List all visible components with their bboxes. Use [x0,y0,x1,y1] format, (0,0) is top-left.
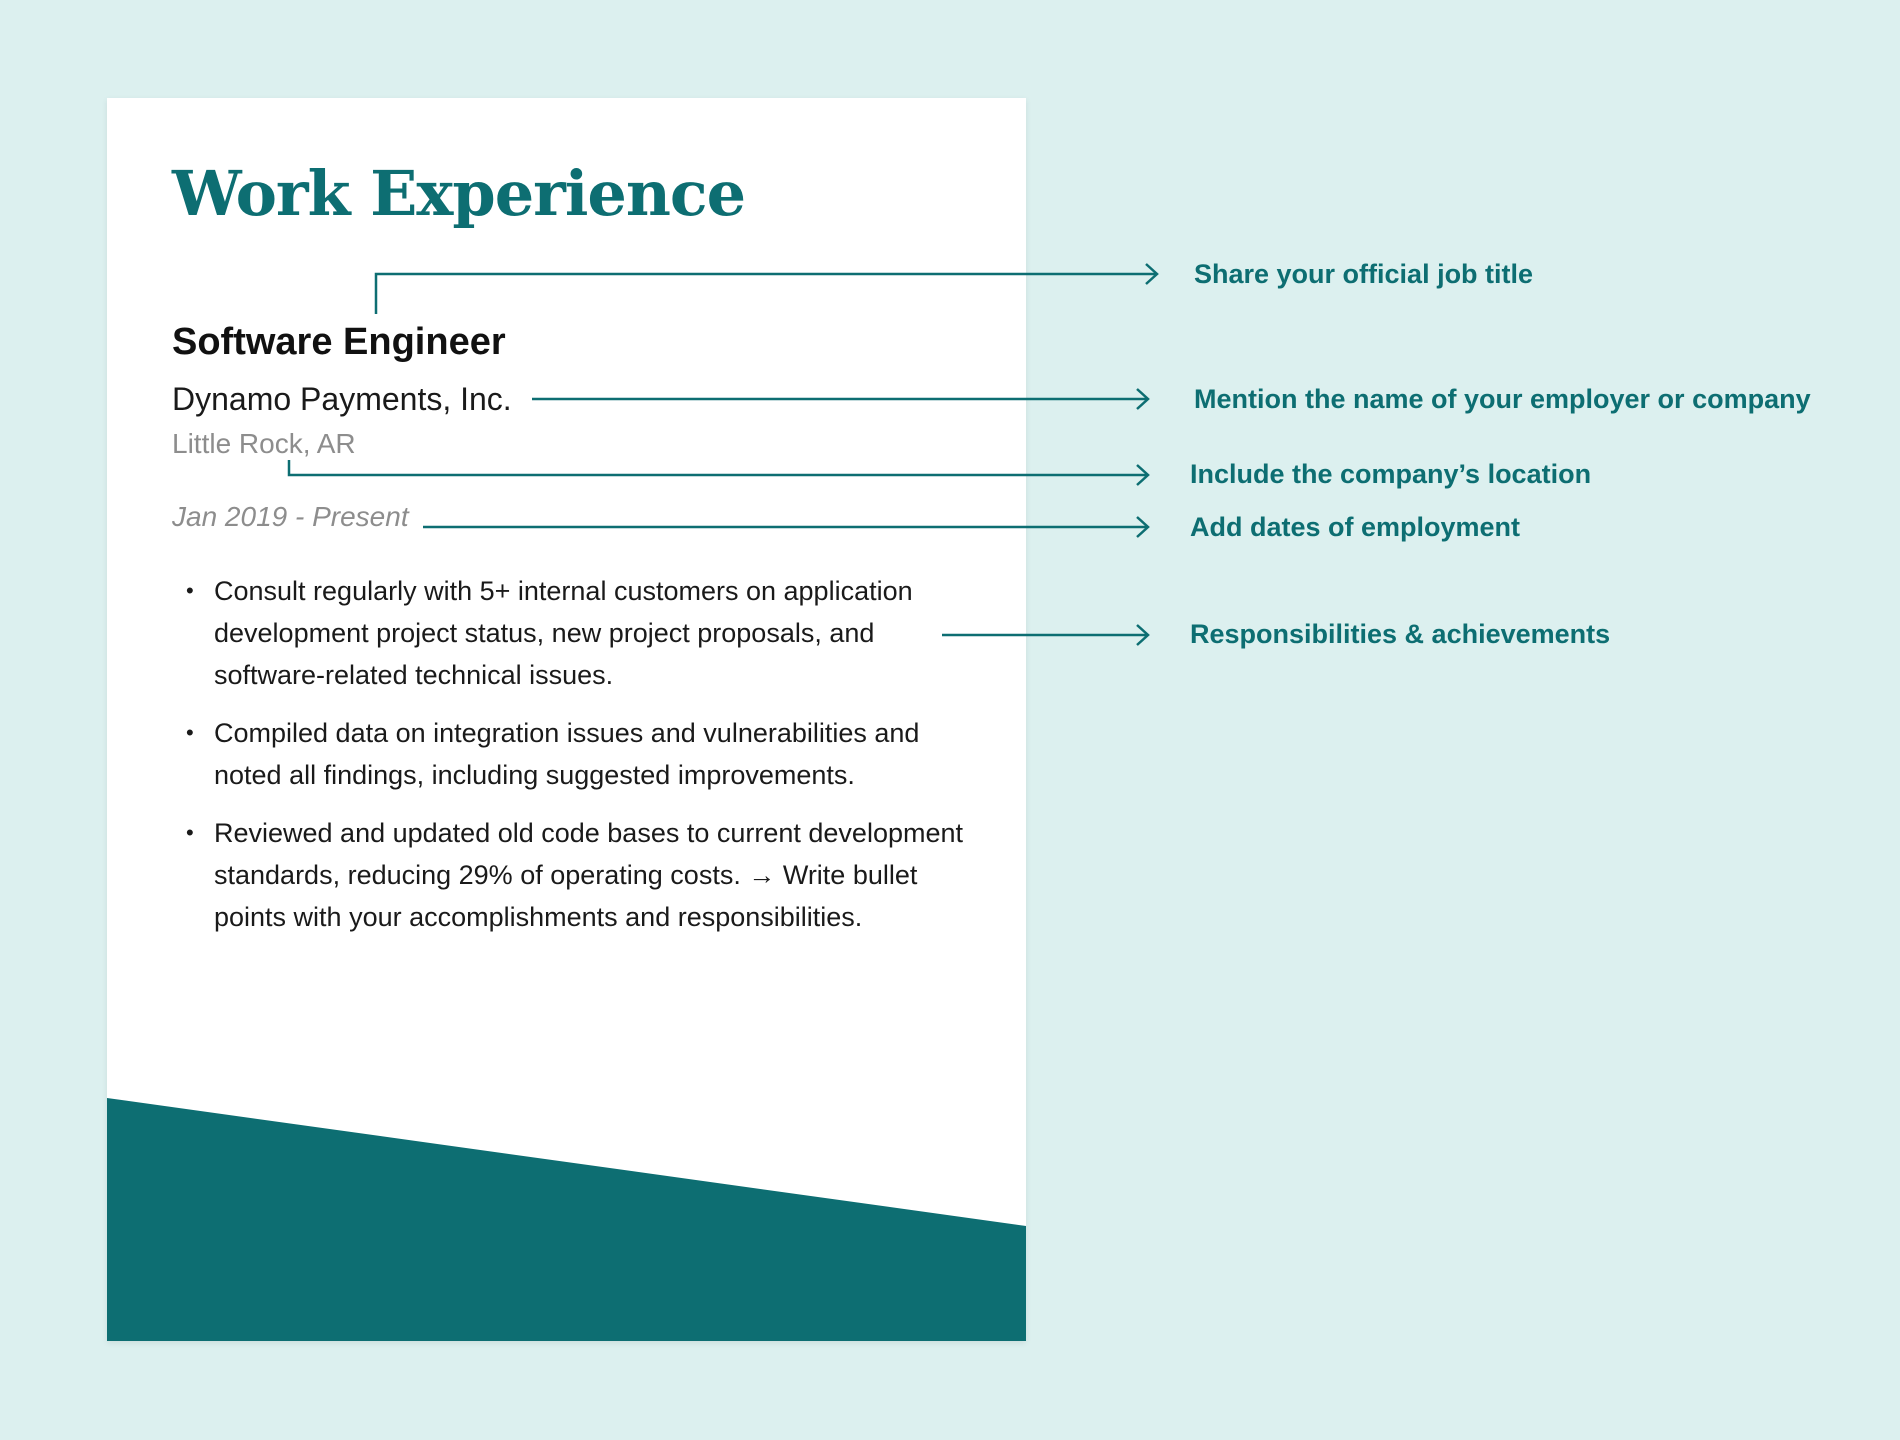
responsibility-bullet: • Reviewed and updated old code bases to current development standards, reducing 29% of operating costs. → Write bullet points with your accomplishments and responsibilities. [172,812,972,938]
arrow-right-icon [1146,264,1157,284]
section-heading: Work Experience [172,157,746,230]
note-company: Mention the name of your employer or company [1194,384,1811,414]
company-name: Dynamo Payments, Inc. [172,381,512,417]
note-bullets: Responsibilities & achievements [1190,619,1611,649]
company-location: Little Rock, AR [172,428,356,459]
arrow-right-icon [1137,517,1148,537]
note-location: Include the company’s location [1190,459,1592,489]
resume-page [107,98,1026,1341]
responsibilities-list [172,570,972,954]
responsibility-bullet: • Compiled data on integration issues and vulnerabilities and noted all findings, including suggested improvements. [172,712,972,796]
responsibility-bullet: • Consult regularly with 5+ internal customers on application development project status, new project proposals, and software-related technical issues. [172,570,972,696]
job-title: Software Engineer [172,321,506,363]
employment-dates: Jan 2019 - Present [172,501,409,532]
note-job-title: Share your official job title [1194,259,1534,289]
arrow-right-icon [1137,389,1148,409]
arrow-right-icon [1137,465,1148,485]
teal-wedge [107,1098,1026,1341]
note-dates: Add dates of employment [1190,512,1521,542]
arrow-right-icon [1137,625,1148,645]
